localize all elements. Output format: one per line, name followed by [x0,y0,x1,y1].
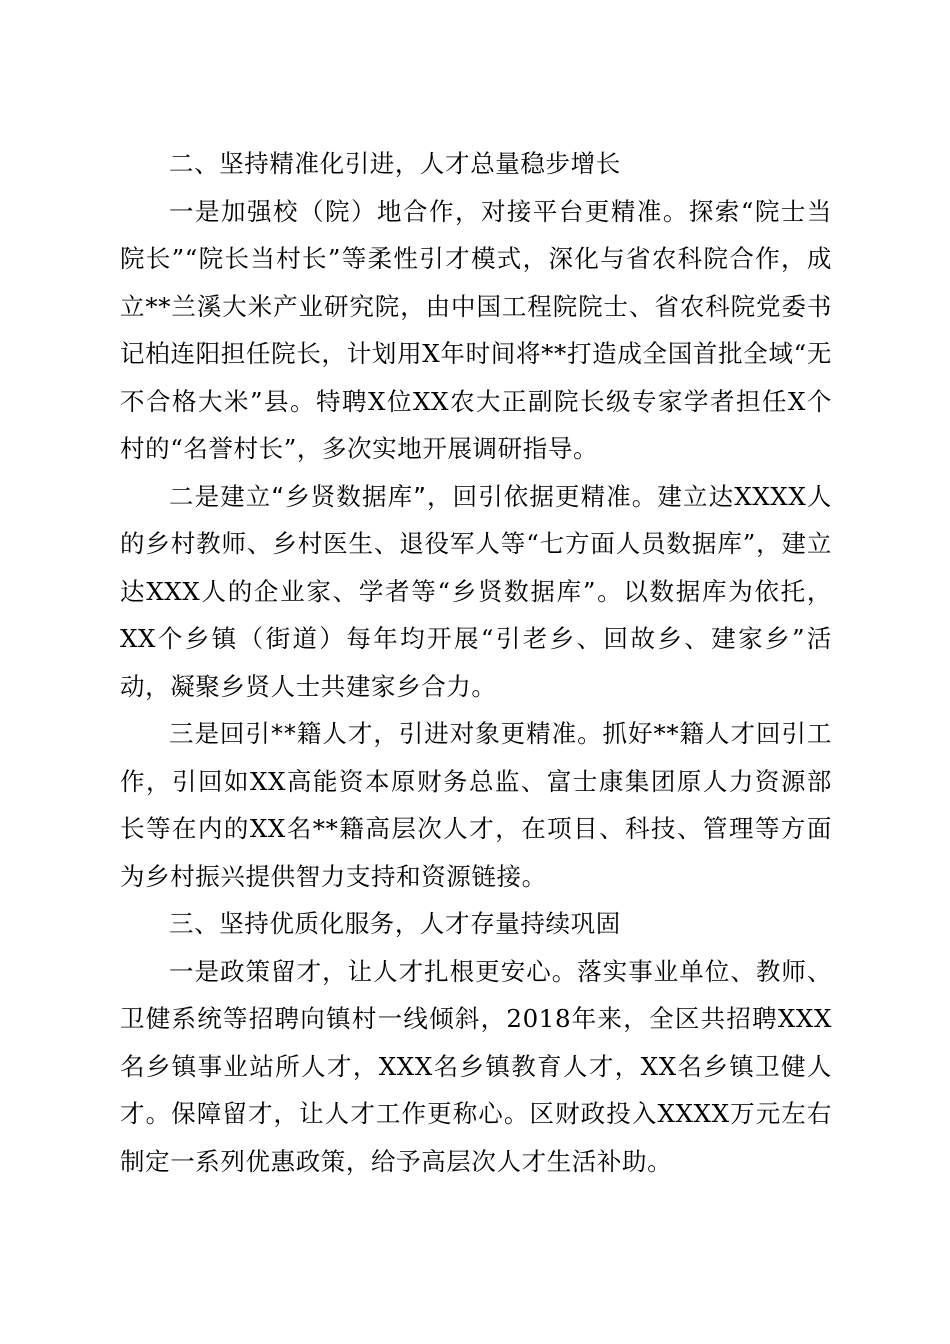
paragraph-2-2 [120,473,832,711]
paragraph-lead: 二是建立“乡贤数据库”，回引依据更精准。 [169,481,658,511]
paragraph-body: 落实事业单位、教师、卫健系统等招聘向镇村一线倾斜，2018年来，全区共招聘XXX名乡镇事业站所人才，XXX名乡镇教育人才，XX名乡镇卫健人才。保障留才，让人才工作更称心。区财政投入XXXX万元左右制定一系列优惠政策，给予高层次人才生活补助。 [120,956,832,1176]
paragraph-3-1 [120,948,832,1186]
paragraph-body: 建立达XXXX人的乡村教师、乡村医生、退役军人等“七方面人员数据库”，建立达XXX人的企业家、学者等“乡贤数据库”。以数据库为依托，XX个乡镇（街道）每年均开展“引老乡、回故乡、建家乡”活动，凝聚乡贤人士共建家乡合力。 [120,481,832,701]
section-heading-2: 二、坚持精准化引进，人才总量稳步增长 [169,149,621,178]
paragraph-2-3 [120,710,832,900]
paragraph-body: 探索“院士当院长”“院长当村长”等柔性引才模式，深化与省农科院合作，成立**兰溪大米产业研究院，由中国工程院院士、省农科院党委书记柏连阳担任院长，计划用X年时间将**打造成全国首批全域“无不合格大米”县。特聘X位XX农大正副院长级专家学者担任X个村的“名誉村长”，多次实地开展调研指导。 [120,196,833,463]
section-heading-3: 三、坚持优质化服务，人才存量持续巩固 [169,909,621,938]
document-page [120,140,832,1185]
paragraph-2-1 [120,188,832,473]
paragraph-lead: 一是加强校（院）地合作，对接平台更精准。 [169,196,689,226]
paragraph-lead: 一是政策留才，让人才扎根更安心。 [169,956,578,986]
paragraph-lead: 三是回引**籍人才，引进对象更精准。 [169,719,603,748]
paragraph-body: 抓好**籍人才回引工作，引回如XX高能资本原财务总监、富士康集团原人力资源部长等在内的XX名**籍高层次人才，在项目、科技、管理等方面为乡村振兴提供智力支持和资源链接。 [120,719,832,891]
